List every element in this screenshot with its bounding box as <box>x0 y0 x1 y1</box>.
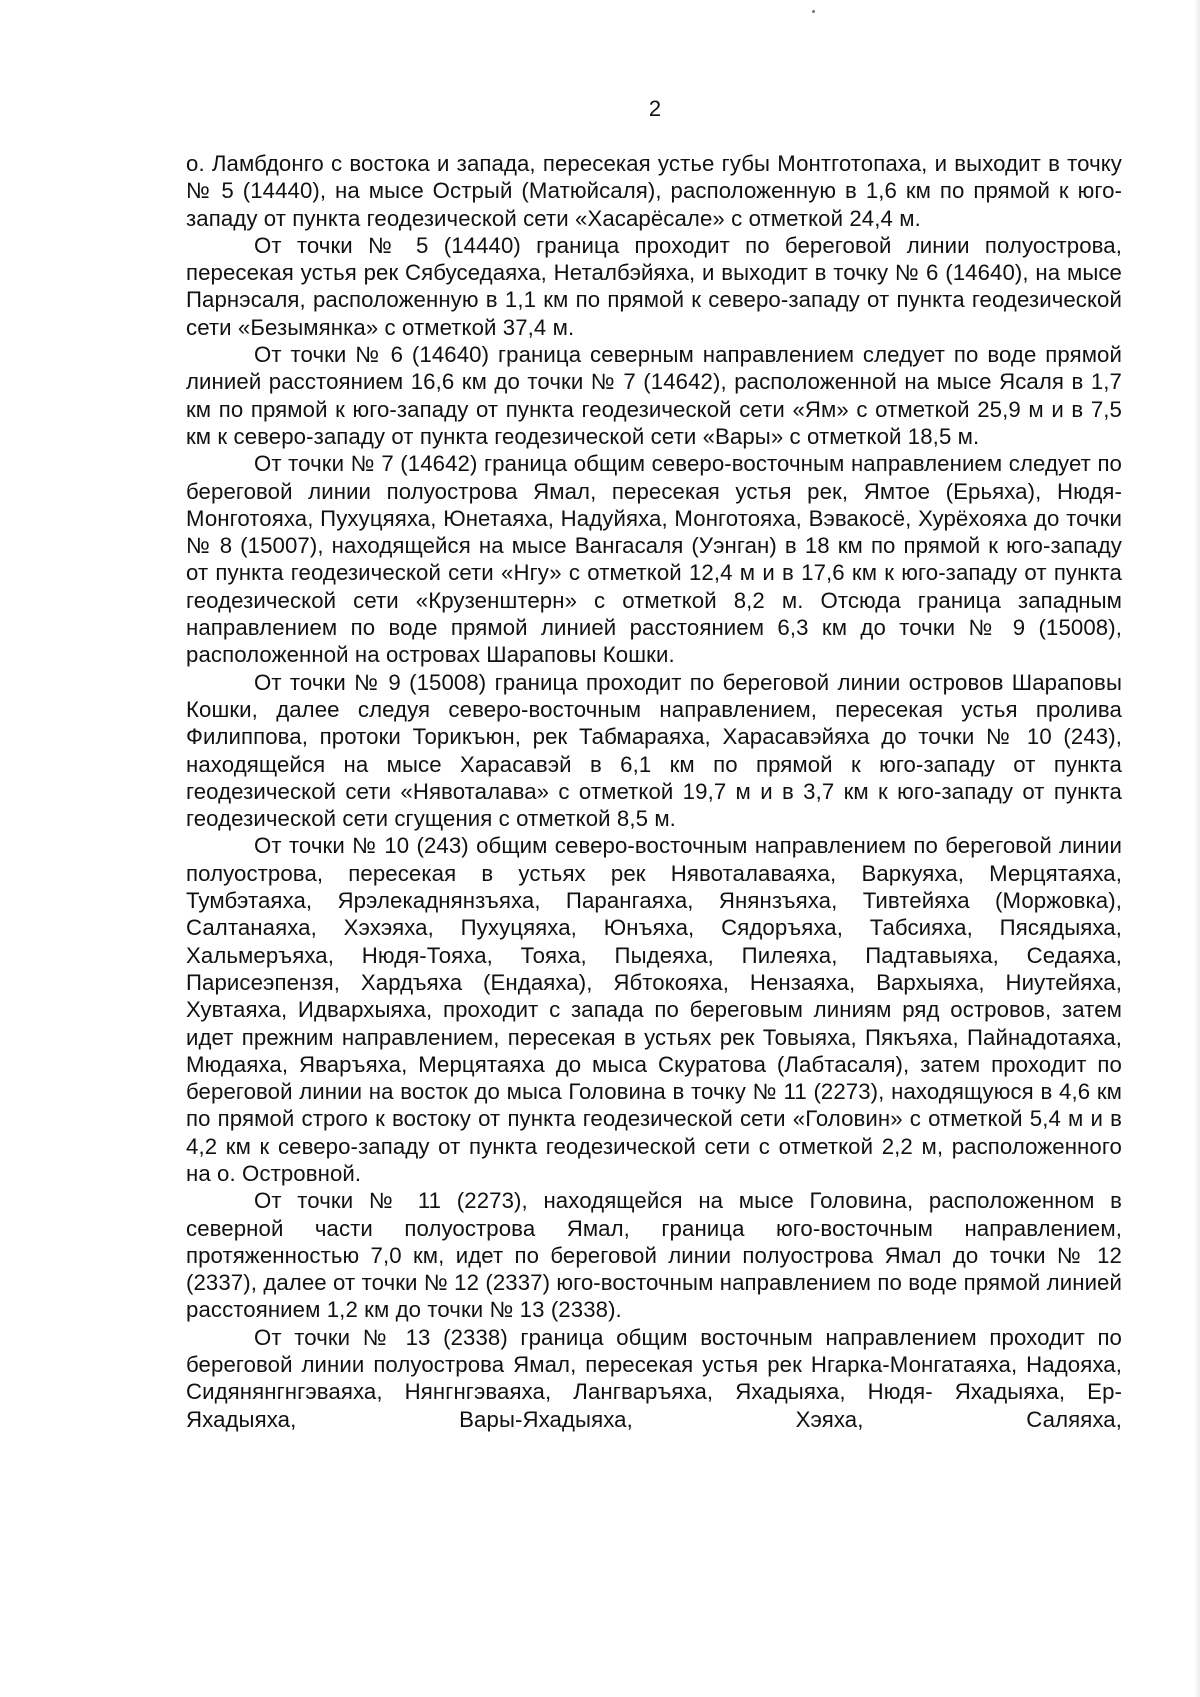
paragraph-point-7-to-9: От точки № 7 (14642) граница общим северо-восточным направлением следует по береговой линии полуострова Ямал, пересекая устья рек, Ямтое (Ерьяха), Нюдя-Монготояха, Пухуцяяха, Юнетаяха, Надуйяха, Монготояха, Вэвакосё, Хурёхояха до точки № 8 (15007), находящейся на мысе Вангасаля (Уэнган) в 18 км по прямой к юго-западу от пункта геодезической сети «Нгу» с отметкой 12,4 м и в 17,6 км к юго-западу от пункта геодезической сети «Крузенштерн» с отметкой 8,2 м. Отсюда граница западным направлением по воде прямой линией расстоянием 6,3 км до точки № 9 (15008), расположенной на островах Шараповы Кошки. <box>186 451 1122 668</box>
paragraph-point-5-to-6: От точки № 5 (14440) граница проходит по береговой линии полуострова, пересекая устья рек Сябуседаяха, Неталбэйяха, и выходит в точку № 6 (14640), на мысе Парнэсаля, расположенную в 1,1 км по прямой к северо-западу от пункта геодезической сети «Безымянка» с отметкой 37,4 м. <box>186 232 1122 340</box>
document-body <box>186 150 1122 1433</box>
paragraph-point-9-to-10: От точки № 9 (15008) граница проходит по береговой линии островов Шараповы Кошки, далее следуя северо-восточным направлением, пересекая устья пролива Филиппова, протоки Торикъюн, рек Табмараяха, Харасавэйяха до точки № 10 (243), находящейся на мысе Харасавэй в 6,1 км по прямой к юго-западу от пункта геодезической сети «Нявоталава» с отметкой 19,7 м и в 3,7 км к юго-западу от пункта геодезической сети сгущения с отметкой 8,5 м. <box>186 669 1122 832</box>
scan-speck <box>812 10 815 13</box>
paragraph-point-6-to-7: От точки № 6 (14640) граница северным направлением следует по воде прямой линией расстоянием 16,6 км до точки № 7 (14642), расположенной на мысе Ясаля в 1,7 км по прямой к юго-западу от пункта геодезической сети «Ям» с отметкой 25,9 м и в 7,5 км к северо-западу от пункта геодезической сети «Вары» с отметкой 18,5 м. <box>186 342 1122 449</box>
paragraph-point-11-to-13: От точки № 11 (2273), находящейся на мысе Головина, расположенном в северной части полуострова Ямал, граница юго-восточным направлением, протяженностью 7,0 км, идет по береговой линии полуострова Ямал до точки № 12 (2337), далее от точки № 12 (2337) юго-восточным направлением по воде прямой линией расстоянием 1,2 км до точки № 13 (2338). <box>186 1188 1122 1323</box>
paragraph-point-10-to-11: От точки № 10 (243) общим северо-восточным направлением по береговой линии полуострова, пересекая в устьях рек Нявоталаваяха, Варкуяха, Мерцятаяха, Тумбэтаяха, Ярэлекаднянзъяха, Парангаяха, Янянзъяха, Тивтейяха (Моржовка), Салтанаяха, Хэхэяха, Пухуцяяха, Юнъяха, Сядоръяха, Табсияха, Пясядыяха, Хальмеръяха, Нюдя-Тояха, Тояха, Пыдеяха, Пилеяха, Падтавыяха, Седаяха, Парисеэпензя, Хардъяха (Ендаяха), Ябтокояха, Нензаяха, Вархыяха, Ниутейяха, Хувтаяха, Идвархыяха, проходит с запада по береговым линиям ряд островов, затем идет прежним направлением, пересекая в устьях рек Товыяха, Пякъяха, Пайнадотаяха, Мюдаяха, Яваръяха, Мерцятаяха до мыса Скуратова (Лабтасаля), затем проходит по береговой линии на восток до мыса Головина в точку № 11 (2273), находящуюся в 4,6 км по прямой строго к востоку от пункта геодезической сети «Головин» с отметкой 5,4 м и в 4,2 км к северо-западу от пункта геодезической сети с отметкой 2,2 м, расположенного на о. Островной. <box>186 833 1122 1186</box>
paragraph-point-13-onward: От точки № 13 (2338) граница общим восточным направлением проходит по береговой линии полуострова Ямал, пересекая устья рек Нгарка-Монгатаяха, Надояха, Сидянянгнгэваяха, Нянгнгэваяха, Лангваръяха, Яхадыяха, Нюдя- Яхадыяха, Ер-Яхадыяха, Вары-Яхадыяха, Хэяха, Саляяха, <box>186 1324 1122 1432</box>
page-number: 2 <box>648 96 662 121</box>
paragraph-continued-point-5: о. Ламбдонго с востока и запада, пересекая устье губы Монтготопаха, и выходит в точку № 5 (14440), на мысе Острый (Матюйсаля), расположенную в 1,6 км по прямой к юго-западу от пункта геодезической сети «Хасарёсале» с отметкой 24,4 м. <box>186 151 1122 231</box>
scan-edge-shadow <box>1194 0 1200 1697</box>
